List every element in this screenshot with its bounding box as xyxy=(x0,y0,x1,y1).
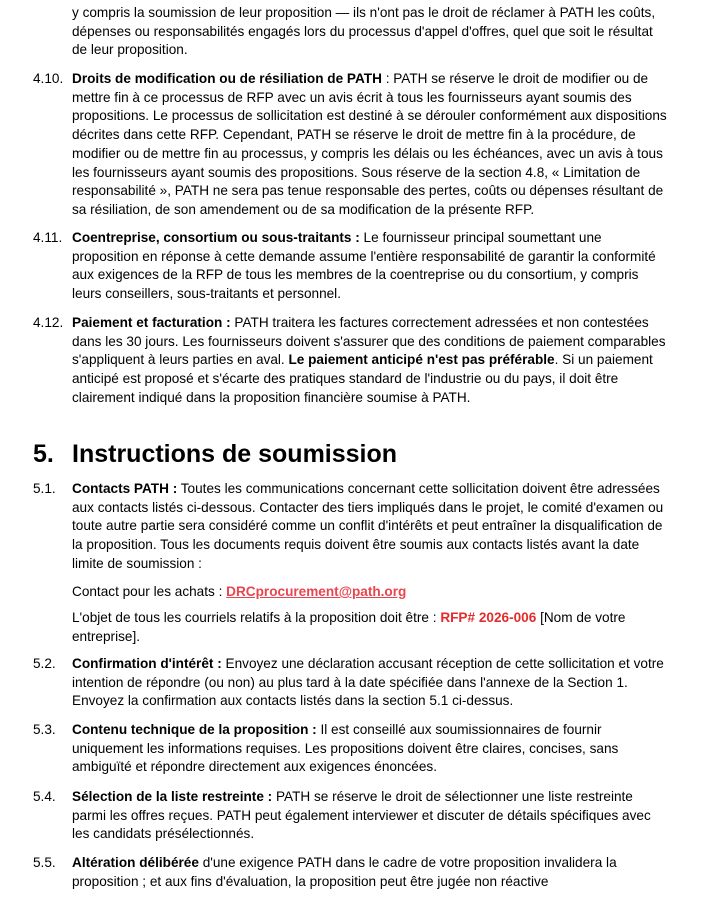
clause-number-4-11: 4.11. xyxy=(33,230,63,245)
emphasis-text: Le paiement anticipé n'est pas préférable xyxy=(288,352,555,368)
text-span: . Si un paiement xyxy=(554,352,653,368)
text-line: toute autre partie sera considéré comme un conflit d'intérêts et peut entraîner la disqualification de xyxy=(72,518,663,534)
clause-title: Droits de modification ou de résiliation de PATH xyxy=(72,71,382,86)
text-span: PATH traitera les factures correctement adressées et non contestées xyxy=(230,315,649,330)
text-span: [Nom de votre xyxy=(536,610,626,625)
text-line: sa résiliation, de son amendement ou de sa modification de la présente RFP. xyxy=(72,201,535,217)
clause-title: Sélection de la liste restreinte : xyxy=(72,789,273,804)
clause-number-5-3: 5.3. xyxy=(33,722,56,737)
clause-number-5-5: 5.5. xyxy=(33,855,56,870)
text-line: proposition ; et aux fins d'évaluation, la proposition peut être jugée non réactive xyxy=(72,873,549,889)
text-line: modifier ou de mettre fin au processus, y compris les délais ou les échéances, avec un avis à tous xyxy=(72,145,663,161)
text-line: responsabilité », PATH ne sera pas tenue responsable des pertes, coûts ou dépenses résultant de xyxy=(72,183,664,199)
text-line: ambiguïté et répondre directement aux exigences énoncées. xyxy=(72,759,437,775)
text-line xyxy=(72,70,694,89)
text-line xyxy=(72,788,694,807)
clause-title: Paiement et facturation : xyxy=(72,315,231,330)
clause-5-1 xyxy=(72,480,694,574)
text-line: intention de répondre (ou non) au plus tard à la date spécifiée dans l'annexe de la Section 1. xyxy=(72,674,628,690)
procurement-email-link[interactable]: DRCprocurement@path.org xyxy=(226,584,407,599)
clause-5-2 xyxy=(72,655,694,711)
text-line xyxy=(72,351,694,370)
text-span: s'appliquent à leurs parties en aval. xyxy=(72,352,289,368)
intro-paragraph xyxy=(72,4,694,60)
clause-title: Contacts PATH : xyxy=(72,481,178,496)
clause-5-3 xyxy=(72,721,694,777)
text-line xyxy=(72,480,694,499)
text-span: L'objet de tous les courriels relatifs à la proposition doit être : xyxy=(72,610,441,625)
clause-title: Altération délibérée xyxy=(72,855,199,870)
text-line: parmi les offres reçues. PATH peut également interviewer et discuter de détails spécifiques avec xyxy=(72,807,651,823)
text-line: propositions. Le processus de sollicitation est destiné à se dérouler conformément aux dispositions xyxy=(72,108,667,124)
clause-4-10 xyxy=(72,70,694,220)
clause-title: Coentreprise, consortium ou sous-traitants : xyxy=(72,230,360,245)
text-span: Il est conseillé aux soumissionnaires de fournir xyxy=(316,722,602,737)
text-span: Le fournisseur principal soumettant une xyxy=(359,230,602,245)
text-line xyxy=(72,721,694,740)
text-line xyxy=(72,854,694,873)
text-line: la proposition. Tous les documents requis doivent être soumis aux contacts listés avant la date xyxy=(72,537,640,553)
text-line: les fournisseurs ayant soumis des propositions. Sous réserve de la section 4.8, « Limitation de xyxy=(72,164,641,180)
section-heading: Instructions de soumission xyxy=(72,440,398,468)
text-line xyxy=(72,229,694,248)
clause-5-4 xyxy=(72,788,694,844)
text-span: Toutes les communications concernant cette sollicitation doivent être adressées xyxy=(177,481,660,496)
section-number: 5. xyxy=(33,440,54,468)
text-line xyxy=(72,609,694,628)
text-line: mettre fin à ce processus de RFP avec un avis écrit à tous les fournisseurs ayant soumis des xyxy=(72,89,632,105)
clause-4-12 xyxy=(72,314,694,408)
text-line: décrites dans cette RFP. Cependant, PATH se réserve le droit de mettre fin à la procédure, de xyxy=(72,127,636,143)
clause-title: Contenu technique de la proposition : xyxy=(72,722,317,737)
text-span: PATH se réserve le droit de sélectionner une liste restreinte xyxy=(272,789,633,804)
text-line xyxy=(72,583,694,602)
procurement-contact xyxy=(72,583,694,602)
clause-4-11 xyxy=(72,229,694,304)
text-span: Envoyez une déclaration accusant réception de cette sollicitation et votre xyxy=(221,656,664,671)
text-line: entreprise]. xyxy=(72,628,141,644)
text-line xyxy=(72,655,694,674)
text-line: limite de soumission : xyxy=(72,555,202,571)
text-line: dans les 30 jours. Les fournisseurs doivent s'assurer que des conditions de paiement comparables xyxy=(72,333,666,349)
text-line: dépenses ou responsabilités engagés lors du processus d'appel d'offres, quel que soit le résultat xyxy=(72,23,653,39)
text-line: leurs conseillers, sous-traitants et personnel. xyxy=(72,286,341,302)
text-line: anticipé est proposé et s'écarte des pratiques standard de l'industrie ou du pays, il doit être xyxy=(72,371,619,387)
clause-number-5-4: 5.4. xyxy=(33,789,56,804)
text-line: aux exigences de la RFP de tous les membres de la coentreprise ou du consortium, y compris xyxy=(72,267,639,283)
text-line: y compris la soumission de leur proposition — ils n'ont pas le droit de réclamer à PATH les coûts, xyxy=(72,5,656,20)
clause-number-4-10: 4.10. xyxy=(33,71,64,86)
clause-number-5-2: 5.2. xyxy=(33,656,56,671)
text-line: aux contacts listés ci-dessous. Contacter des tiers impliqués dans le projet, le comité d'examen ou xyxy=(72,499,664,515)
clause-number-4-12: 4.12. xyxy=(33,315,64,330)
text-line: clairement indiqué dans la proposition financière soumise à PATH. xyxy=(72,389,471,405)
contact-label: Contact pour les achats : xyxy=(72,584,227,599)
email-subject-instruction xyxy=(72,609,694,646)
clause-title: Confirmation d'intérêt : xyxy=(72,656,222,671)
text-line: les candidats présélectionnés. xyxy=(72,826,255,842)
clause-number-5-1: 5.1. xyxy=(33,481,56,496)
text-line xyxy=(72,314,694,333)
text-span: d'une exigence PATH dans le cadre de votre proposition invalidera la xyxy=(198,855,617,870)
text-line: uniquement les informations requises. Les propositions doivent être claires, concises, sans xyxy=(72,740,619,756)
text-line: Envoyez la confirmation aux contacts listés dans la section 5.1 ci-dessus. xyxy=(72,693,514,709)
text-line: de leur proposition. xyxy=(72,42,188,58)
text-line: proposition en réponse à cette demande assume l'entière responsabilité de garantir la conformité xyxy=(72,248,656,264)
text-span: : PATH se réserve le droit de modifier ou de xyxy=(381,71,649,86)
clause-5-5 xyxy=(72,854,694,891)
rfp-number: RFP# 2026-006 xyxy=(440,610,537,625)
